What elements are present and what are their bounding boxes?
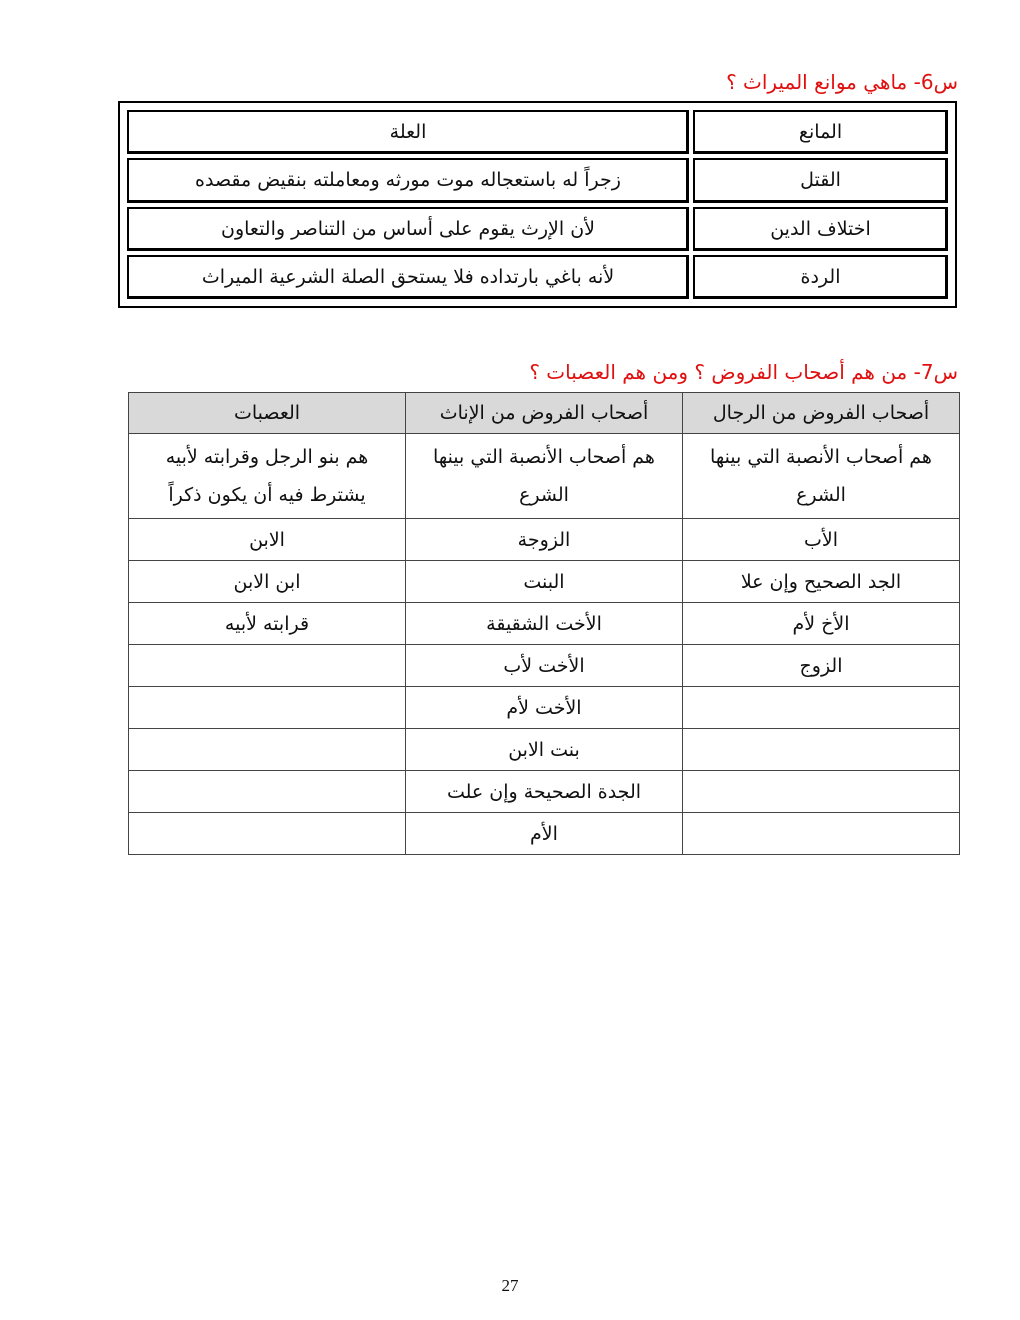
header-men: أصحاب الفروض من الرجال [683,393,960,434]
page-number: 27 [501,1276,519,1295]
women-cell: الأخت لأب [406,645,683,687]
table-row [129,771,960,813]
obstacle-cell: اختلاف الدين [693,207,948,251]
header-reason: العلة [127,110,689,154]
asabat-cell: ابن الابن [129,561,406,603]
header-women: أصحاب الفروض من الإناث [406,393,683,434]
asabat-cell: قرابته لأبيه [129,603,406,645]
men-cell [683,771,960,813]
asabat-cell [129,687,406,729]
reason-cell: زجراً له باستعجاله موت مورثه ومعاملته بنقيض مقصده [127,158,689,202]
women-cell: البنت [406,561,683,603]
asabat-cell: هم بنو الرجل وقرابته لأبيه يشترط فيه أن يكون ذكراً [129,434,406,519]
men-cell: الأب [683,519,960,561]
women-cell: هم أصحاب الأنصبة التي بينها الشرع [406,434,683,519]
header-asabat: العصبات [129,393,406,434]
table-header-row [129,393,960,434]
asabat-cell [129,729,406,771]
inheritance-obstacles-table [118,101,957,308]
table-row [129,729,960,771]
table-row [127,207,948,251]
heirs-table [128,392,960,855]
men-cell [683,729,960,771]
obstacle-cell: الردة [693,255,948,299]
asabat-cell [129,813,406,855]
women-cell: الأم [406,813,683,855]
women-cell: الزوجة [406,519,683,561]
obstacle-cell: القتل [693,158,948,202]
asabat-cell [129,645,406,687]
men-cell: الزوج [683,645,960,687]
men-cell: الأخ لأم [683,603,960,645]
table-header-row [127,110,948,154]
table-row [127,255,948,299]
reason-cell: لأنه باغي بارتداده فلا يستحق الصلة الشرعية الميراث [127,255,689,299]
men-cell [683,687,960,729]
table-row [129,603,960,645]
table-row [129,561,960,603]
men-cell: الجد الصحيح وإن علا [683,561,960,603]
table-row [129,645,960,687]
men-cell [683,813,960,855]
header-obstacle: المانع [693,110,948,154]
women-cell: الجدة الصحيحة وإن علت [406,771,683,813]
table-row [129,687,960,729]
men-cell: هم أصحاب الأنصبة التي بينها الشرع [683,434,960,519]
table-row [127,158,948,202]
question-7-title: س7- من هم أصحاب الفروض ؟ ومن هم العصبات ؟ [529,360,958,384]
asabat-cell: الابن [129,519,406,561]
table-row [129,813,960,855]
women-cell: بنت الابن [406,729,683,771]
question-6-title: س6- ماهي موانع الميراث ؟ [726,70,958,94]
women-cell: الأخت الشقيقة [406,603,683,645]
asabat-cell [129,771,406,813]
reason-cell: لأن الإرث يقوم على أساس من التناصر والتعاون [127,207,689,251]
table-row [129,434,960,519]
women-cell: الأخت لأم [406,687,683,729]
table-row [129,519,960,561]
